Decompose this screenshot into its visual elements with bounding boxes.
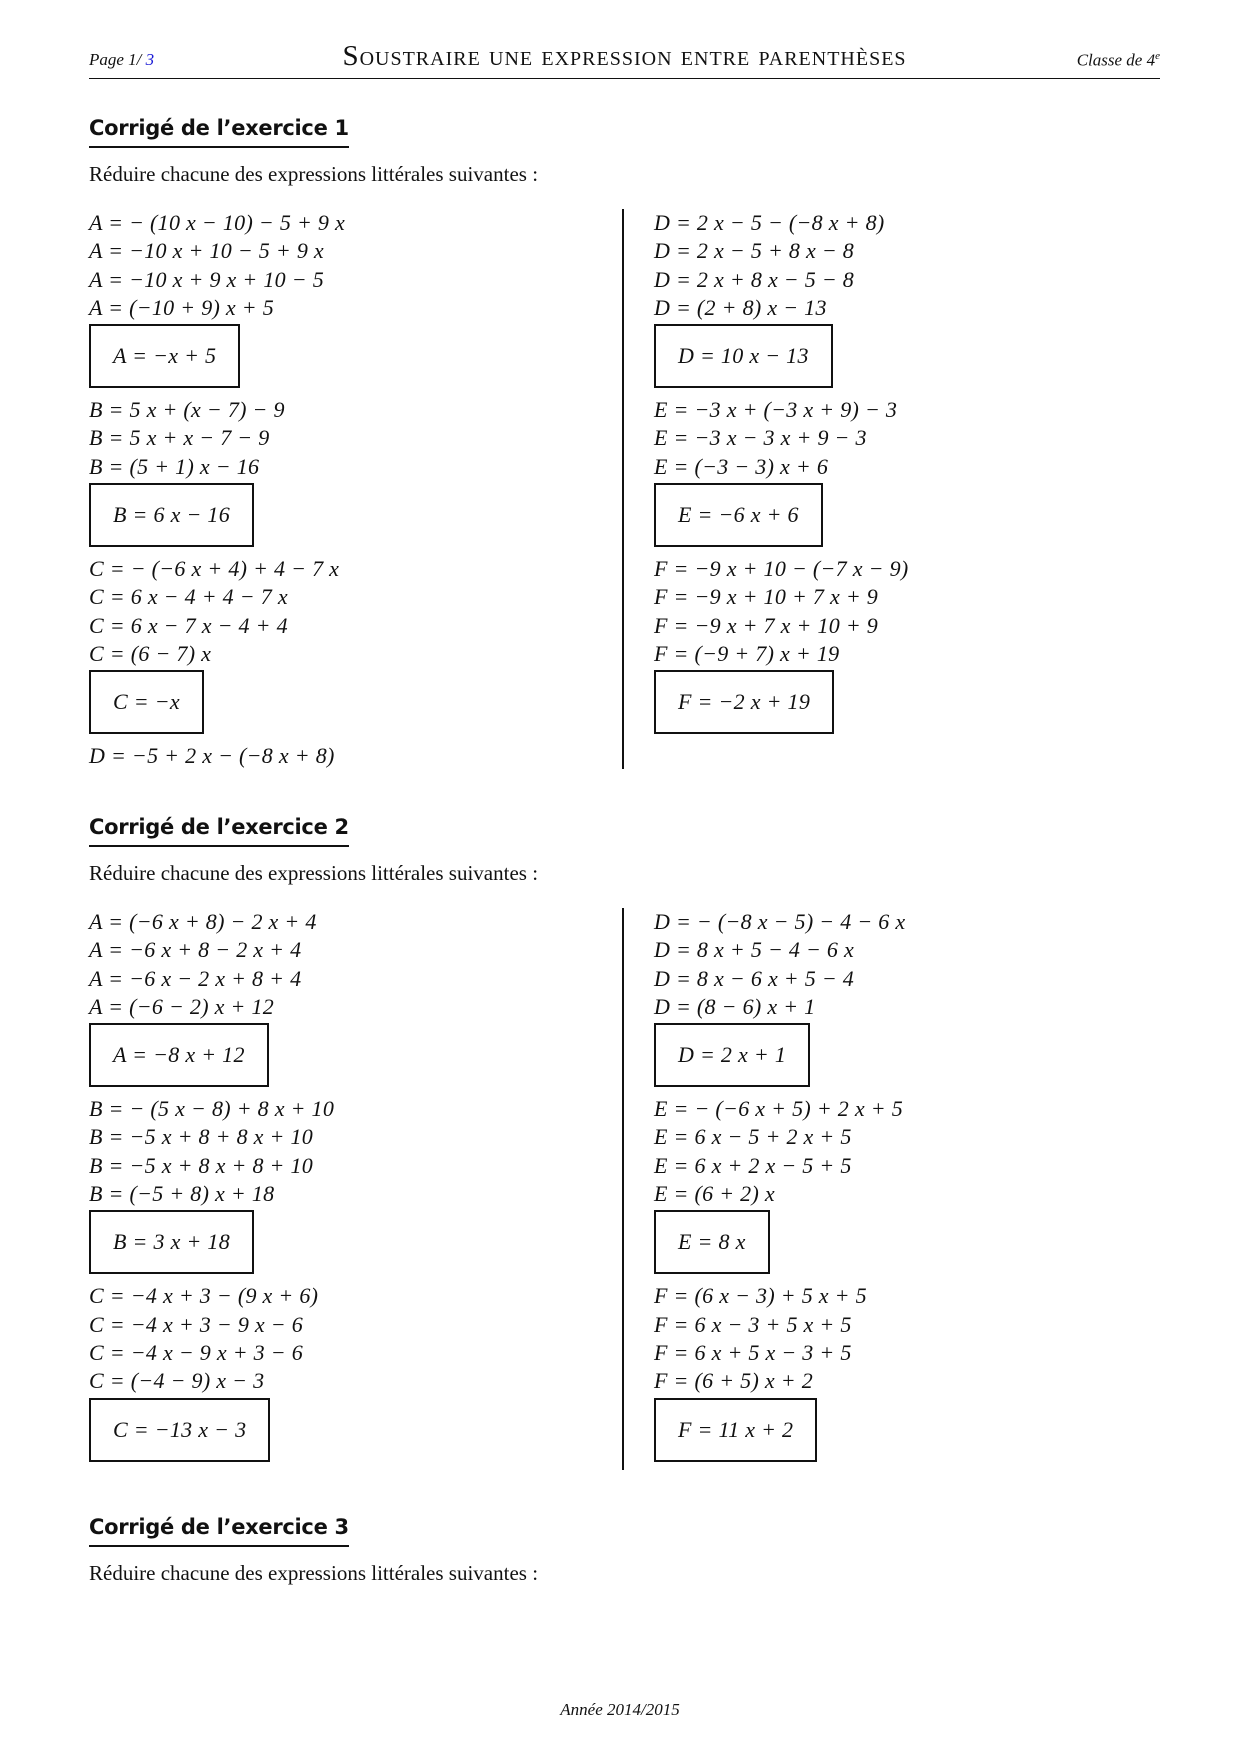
solution-columns (89, 209, 1160, 769)
expression-step: B = − (5 x − 8) + 8 x + 10 (89, 1096, 335, 1122)
expression-step: D = −5 + 2 x − (−8 x + 8) (89, 743, 335, 769)
expression-block (654, 1095, 1154, 1274)
expression-step: C = − (−6 x + 4) + 4 − 7 x (89, 556, 340, 582)
expression-block (89, 396, 609, 547)
expression-block (89, 908, 609, 1087)
expression-step: E = (6 + 2) x (654, 1181, 775, 1207)
column-divider (622, 908, 624, 1470)
expression-step: A = − (10 x − 10) − 5 + 9 x (89, 210, 346, 235)
page-footer: Année 2014/2015 (560, 1700, 680, 1719)
boxed-answer: D = 10 x − 13 (654, 324, 833, 388)
expression-block (654, 396, 1154, 547)
expression-step: F = (6 x − 3) + 5 x + 5 (654, 1283, 867, 1309)
expression-step: D = 2 x − 5 − (−8 x + 8) (654, 210, 885, 235)
expression-step: F = 6 x + 5 x − 3 + 5 (654, 1339, 852, 1365)
boxed-answer: D = 2 x + 1 (654, 1023, 810, 1087)
right-column (654, 908, 1154, 1470)
expression-block (654, 555, 1154, 734)
expression-step: A = −6 x + 8 − 2 x + 4 (89, 937, 302, 963)
boxed-answer: F = 11 x + 2 (654, 1398, 817, 1462)
expression-step: B = −5 x + 8 x + 8 + 10 (89, 1152, 314, 1178)
expression-step: F = (−9 + 7) x + 19 (654, 640, 840, 666)
expression-step: E = (−3 − 3) x + 6 (654, 453, 829, 479)
expression-block (89, 1282, 609, 1461)
boxed-answer: B = 6 x − 16 (89, 483, 254, 547)
solution-columns (89, 908, 1160, 1470)
exercise-instruction: Réduire chacune des expressions littérales suivantes : (89, 861, 539, 885)
boxed-answer: F = −2 x + 19 (654, 670, 834, 734)
boxed-answer: B = 3 x + 18 (89, 1210, 254, 1274)
expression-step: B = 5 x + (x − 7) − 9 (89, 397, 285, 423)
expression-step: A = (−10 + 9) x + 5 (89, 294, 275, 320)
expression-step: D = 2 x − 5 + 8 x − 8 (654, 238, 855, 264)
expression-step: F = −9 x + 10 + 7 x + 9 (654, 584, 879, 610)
boxed-answer: A = −x + 5 (89, 324, 240, 388)
expression-block (89, 555, 609, 734)
expression-step: F = (6 + 5) x + 2 (654, 1368, 813, 1394)
column-divider (622, 209, 624, 769)
expression-block (89, 209, 609, 388)
expression-step: A = (−6 − 2) x + 12 (89, 993, 275, 1019)
page-header (89, 40, 1160, 79)
exercise-instruction: Réduire chacune des expressions littérales suivantes : (89, 162, 539, 186)
expression-step: C = −4 x + 3 − (9 x + 6) (89, 1283, 319, 1309)
class-superscript: e (1155, 50, 1160, 62)
expression-step: B = −5 x + 8 + 8 x + 10 (89, 1124, 314, 1150)
expression-step: C = −4 x − 9 x + 3 − 6 (89, 1339, 304, 1365)
expression-step: B = 5 x + x − 7 − 9 (89, 425, 270, 451)
expression-step: C = (6 − 7) x (89, 640, 212, 666)
expression-step: B = (5 + 1) x − 16 (89, 453, 260, 479)
exercise-title: Corrigé de l’exercice 3 (89, 1515, 349, 1547)
exercise-section-3 (89, 1515, 1160, 1586)
expression-step: F = 6 x − 3 + 5 x + 5 (654, 1311, 852, 1337)
expression-step: A = −10 x + 10 − 5 + 9 x (89, 238, 324, 264)
expression-block (89, 1095, 609, 1274)
boxed-answer: A = −8 x + 12 (89, 1023, 269, 1087)
expression-step: E = −3 x + (−3 x + 9) − 3 (654, 397, 898, 423)
boxed-answer: E = 8 x (654, 1210, 770, 1274)
expression-step: C = 6 x − 7 x − 4 + 4 (89, 612, 288, 638)
expression-step: F = −9 x + 10 − (−7 x − 9) (654, 556, 909, 582)
page-title: Soustraire une expression entre parenthèses (342, 40, 907, 72)
exercise-section-2 (89, 815, 1160, 1470)
expression-step: D = (8 − 6) x + 1 (654, 993, 816, 1019)
exercise-instruction: Réduire chacune des expressions littérales suivantes : (89, 1561, 539, 1585)
page-label: Page 1/ (89, 50, 142, 69)
expression-step: B = (−5 + 8) x + 18 (89, 1181, 275, 1207)
exercise-section-1 (89, 116, 1160, 769)
expression-step: A = (−6 x + 8) − 2 x + 4 (89, 909, 317, 934)
expression-step: F = −9 x + 7 x + 10 + 9 (654, 612, 879, 638)
expression-step: C = (−4 − 9) x − 3 (89, 1368, 265, 1394)
expression-block (654, 1282, 1154, 1461)
expression-step: A = −10 x + 9 x + 10 − 5 (89, 266, 324, 292)
expression-block (654, 908, 1154, 1087)
expression-step: E = 6 x − 5 + 2 x + 5 (654, 1124, 852, 1150)
expression-block (654, 209, 1154, 388)
expression-step: E = − (−6 x + 5) + 2 x + 5 (654, 1096, 903, 1122)
page-total-link[interactable]: 3 (145, 50, 155, 69)
exercise-title: Corrigé de l’exercice 2 (89, 815, 349, 847)
exercise-title: Corrigé de l’exercice 1 (89, 116, 349, 148)
boxed-answer: E = −6 x + 6 (654, 483, 823, 547)
expression-step: D = 2 x + 8 x − 5 − 8 (654, 266, 855, 292)
left-column (89, 908, 609, 1470)
expression-step: C = 6 x − 4 + 4 − 7 x (89, 584, 288, 610)
expression-step: C = −4 x + 3 − 9 x − 6 (89, 1311, 304, 1337)
left-column (89, 209, 609, 779)
boxed-answer: C = −x (89, 670, 204, 734)
expression-block (89, 742, 609, 770)
boxed-answer: C = −13 x − 3 (89, 1398, 270, 1462)
expression-step: E = 6 x + 2 x − 5 + 5 (654, 1152, 852, 1178)
expression-step: E = −3 x − 3 x + 9 − 3 (654, 425, 867, 451)
expression-step: D = 8 x + 5 − 4 − 6 x (654, 937, 855, 963)
expression-step: D = 8 x − 6 x + 5 − 4 (654, 965, 855, 991)
expression-step: D = − (−8 x − 5) − 4 − 6 x (654, 909, 906, 934)
class-label (1077, 50, 1160, 71)
expression-step: D = (2 + 8) x − 13 (654, 294, 827, 320)
class-text: Classe de 4 (1076, 50, 1156, 70)
expression-step: A = −6 x − 2 x + 8 + 4 (89, 965, 302, 991)
right-column (654, 209, 1154, 742)
